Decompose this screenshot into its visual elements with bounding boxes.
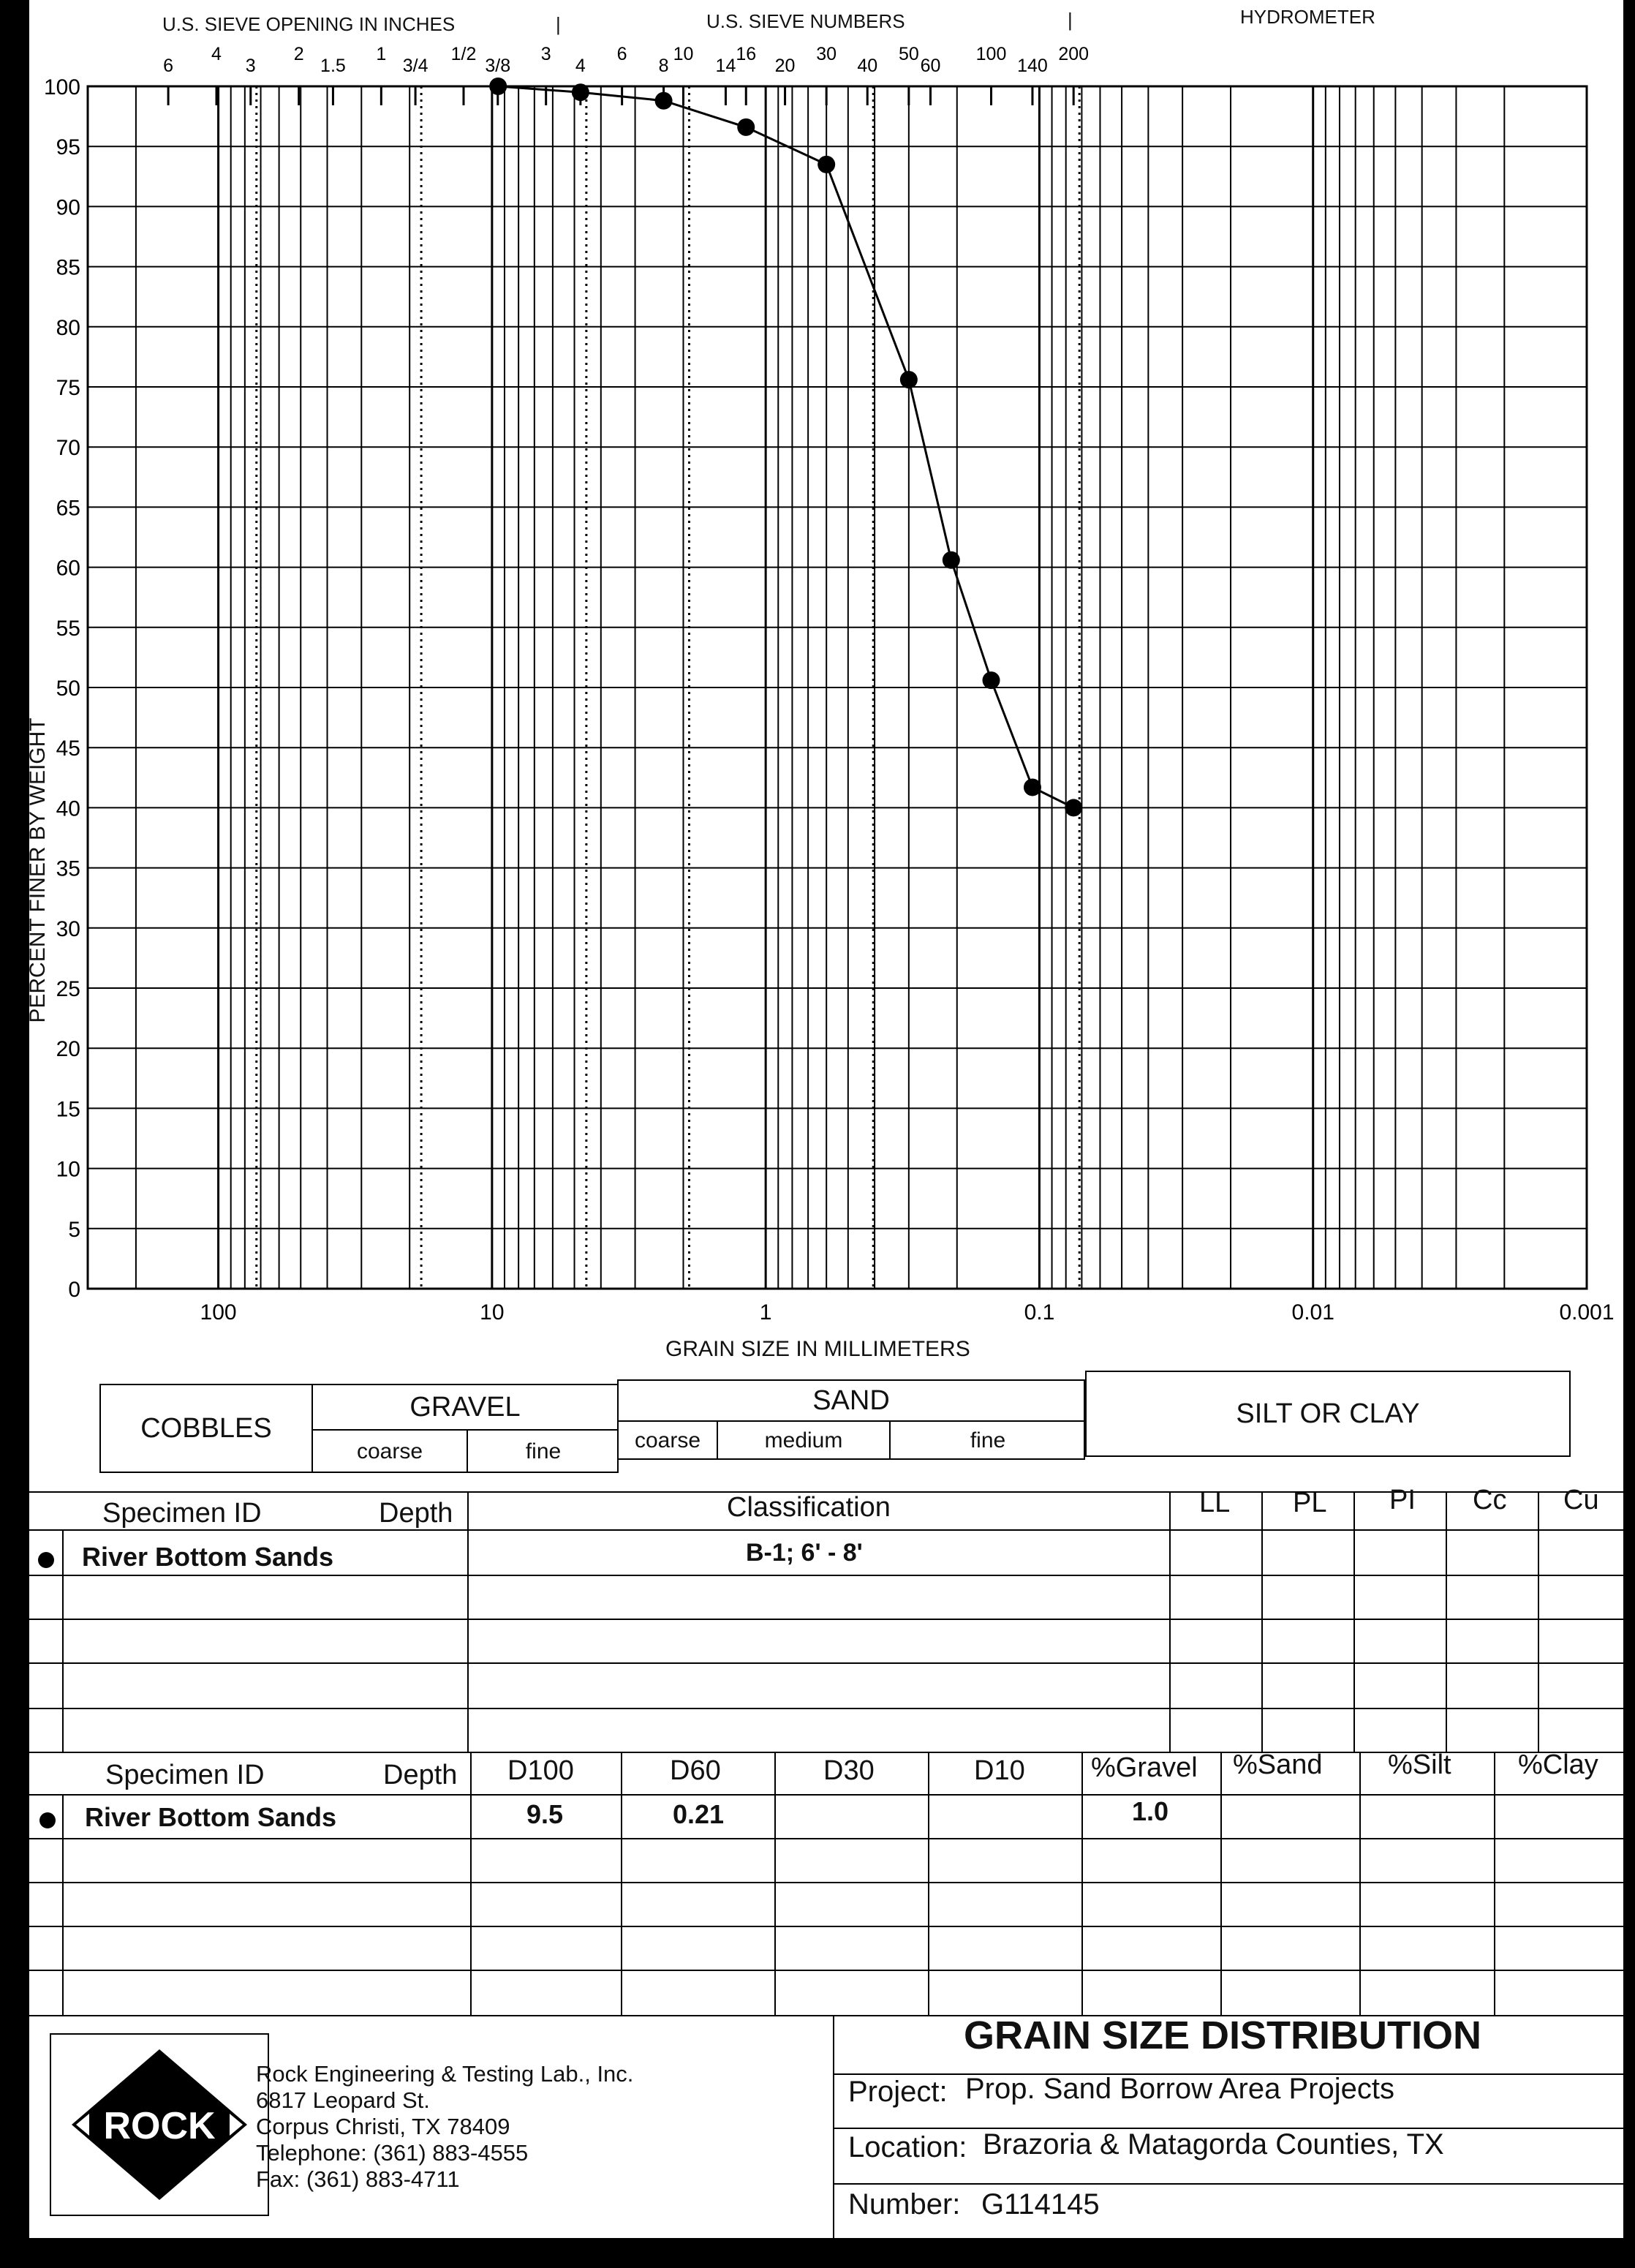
- y-tick-label: 65: [56, 496, 80, 521]
- company-fax: Fax: (361) 883-4711: [256, 2166, 460, 2192]
- t2-header-silt: %Silt: [1388, 1749, 1451, 1780]
- sieve-label: 2: [293, 44, 304, 64]
- y-tick-label: 55: [56, 616, 80, 641]
- t2-row-marker: [39, 1812, 56, 1828]
- company-name: Rock Engineering & Testing Lab., Inc.: [256, 2061, 634, 2087]
- company-telephone: Telephone: (361) 883-4555: [256, 2140, 529, 2166]
- t2-row-d100: 9.5: [526, 1799, 564, 1829]
- band-gravel-fine: fine: [525, 1439, 562, 1463]
- t2-header-d10: D10: [974, 1755, 1025, 1786]
- sieve-label: 40: [857, 56, 878, 76]
- y-tick-label: 0: [68, 1278, 80, 1302]
- t1-header-pi: PI: [1389, 1485, 1416, 1515]
- company-street: 6817 Leopard St.: [256, 2087, 430, 2113]
- sieve-label: 100: [975, 44, 1007, 64]
- band-sand-fine: fine: [970, 1428, 1006, 1453]
- data-point: [655, 92, 673, 110]
- sieve-label: 3/4: [402, 56, 428, 76]
- t1-header-cu: Cu: [1563, 1485, 1599, 1515]
- t1-header-pl: PL: [1293, 1488, 1327, 1518]
- sieve-label: 6: [163, 56, 174, 76]
- sieve-label: 10: [673, 44, 694, 64]
- company-city: Corpus Christi, TX 78409: [256, 2114, 510, 2139]
- t1-header-specimen: Specimen ID: [102, 1498, 262, 1529]
- band-silt-clay-label: SILT OR CLAY: [1236, 1398, 1420, 1429]
- sieve-label: 8: [658, 56, 669, 76]
- band-gravel-label: GRAVEL: [313, 1385, 617, 1431]
- sieve-label: 1.5: [320, 56, 346, 76]
- band-silt-clay: [1085, 1371, 1571, 1457]
- y-tick-label: 95: [56, 135, 80, 160]
- data-point: [943, 551, 960, 569]
- sieve-label: 1/2: [450, 44, 477, 64]
- data-point: [1024, 778, 1041, 796]
- y-tick-label: 35: [56, 856, 80, 881]
- t1-header-depth: Depth: [379, 1498, 453, 1529]
- sieve-label: 16: [736, 44, 757, 64]
- sieve-label: 3: [540, 44, 551, 64]
- t2-row-d60: 0.21: [673, 1799, 725, 1829]
- t2-header-gravel: %Gravel: [1091, 1752, 1198, 1783]
- x-tick-label: 0.001: [1559, 1300, 1615, 1325]
- number-label: Number:: [848, 2188, 961, 2220]
- y-tick-label: 80: [56, 315, 80, 340]
- band-cobbles-label: COBBLES: [140, 1412, 272, 1444]
- t1-row-specimen: River Bottom Sands: [82, 1542, 334, 1572]
- t1-row-classification: B-1; 6' - 8': [746, 1539, 863, 1567]
- t2-row-gravel: 1.0: [1132, 1796, 1169, 1826]
- header-divider: |: [556, 13, 561, 35]
- y-tick-label: 25: [56, 977, 80, 1001]
- y-tick-label: 90: [56, 195, 80, 220]
- data-point: [900, 371, 918, 388]
- band-sand: [617, 1379, 1085, 1460]
- x-tick-label: 0.01: [1291, 1300, 1334, 1325]
- sieve-label: 14: [715, 56, 736, 76]
- data-point: [983, 671, 1000, 689]
- x-axis-label: GRAIN SIZE IN MILLIMETERS: [665, 1337, 970, 1361]
- t1-header-cc: Cc: [1473, 1485, 1507, 1515]
- t2-row-specimen: River Bottom Sands: [85, 1802, 337, 1832]
- y-tick-label: 50: [56, 677, 80, 701]
- t2-header-d60: D60: [670, 1755, 721, 1786]
- sieve-label: 200: [1058, 44, 1090, 64]
- sieve-label: 3: [245, 56, 256, 76]
- data-point: [489, 78, 507, 95]
- x-tick-label: 10: [480, 1300, 505, 1325]
- location-label: Location:: [848, 2131, 967, 2163]
- sieve-label: 20: [774, 56, 796, 76]
- project-value: Prop. Sand Borrow Area Projects: [965, 2073, 1394, 2105]
- sieve-label: 3/8: [485, 56, 511, 76]
- y-tick-label: 45: [56, 736, 80, 761]
- y-tick-label: 20: [56, 1037, 80, 1062]
- band-gravel: [311, 1384, 619, 1473]
- company-logo: [50, 2033, 269, 2216]
- t2-header-d30: D30: [823, 1755, 875, 1786]
- y-tick-label: 15: [56, 1097, 80, 1122]
- y-tick-label: 10: [56, 1157, 80, 1182]
- y-tick-label: 60: [56, 556, 80, 581]
- sieve-label: 1: [376, 44, 387, 64]
- t2-header-d100: D100: [507, 1755, 574, 1786]
- t2-header-depth: Depth: [383, 1760, 458, 1790]
- sieve-label: 140: [1017, 56, 1048, 76]
- data-point: [737, 118, 755, 136]
- sieve-label: 50: [898, 44, 919, 64]
- sieve-opening-title: U.S. SIEVE OPENING IN INCHES: [162, 13, 456, 35]
- band-sand-coarse: coarse: [619, 1422, 718, 1460]
- y-tick-label: 30: [56, 916, 80, 941]
- t1-row-marker: [38, 1552, 54, 1568]
- y-tick-label: 100: [43, 75, 80, 99]
- rock-diamond-logo: [51, 2035, 268, 2215]
- sieve-label: 60: [920, 56, 941, 76]
- y-tick-label: 5: [68, 1217, 80, 1242]
- data-point: [1065, 799, 1082, 816]
- band-sand-label: SAND: [619, 1381, 1084, 1422]
- t2-header-specimen: Specimen ID: [105, 1760, 265, 1790]
- y-tick-label: 75: [56, 376, 80, 400]
- location-value: Brazoria & Matagorda Counties, TX: [983, 2128, 1444, 2160]
- y-tick-label: 40: [56, 796, 80, 821]
- sieve-label: 4: [211, 44, 222, 64]
- logo-text: ROCK: [103, 2105, 216, 2147]
- band-sand-medium: medium: [718, 1422, 891, 1460]
- x-tick-label: 0.1: [1024, 1300, 1055, 1325]
- t2-header-clay: %Clay: [1518, 1749, 1598, 1780]
- sieve-label: 4: [575, 56, 586, 76]
- t1-header-ll: LL: [1199, 1488, 1231, 1518]
- hydrometer-title: HYDROMETER: [1240, 6, 1375, 28]
- y-axis-label: PERCENT FINER BY WEIGHT: [26, 717, 50, 1023]
- x-tick-label: 100: [200, 1300, 237, 1325]
- band-cobbles: [99, 1384, 313, 1473]
- t1-header-classification: Classification: [727, 1492, 891, 1523]
- x-tick-label: 1: [759, 1300, 772, 1325]
- data-point: [572, 83, 589, 101]
- grain-size-chart: [29, 0, 1623, 1375]
- header-divider: |: [1068, 9, 1073, 31]
- t2-header-sand: %Sand: [1233, 1749, 1323, 1780]
- y-tick-label: 70: [56, 436, 80, 461]
- band-gravel-coarse: coarse: [313, 1431, 468, 1473]
- number-value: G114145: [981, 2188, 1100, 2220]
- sieve-numbers-title: U.S. SIEVE NUMBERS: [706, 10, 905, 32]
- y-tick-label: 85: [56, 255, 80, 280]
- data-point: [818, 156, 835, 173]
- sieve-label: 6: [616, 44, 627, 64]
- sieve-label: 30: [816, 44, 837, 64]
- report-title: GRAIN SIZE DISTRIBUTION: [964, 2013, 1482, 2057]
- report-sheet: [26, 0, 1623, 2238]
- project-label: Project:: [848, 2076, 948, 2108]
